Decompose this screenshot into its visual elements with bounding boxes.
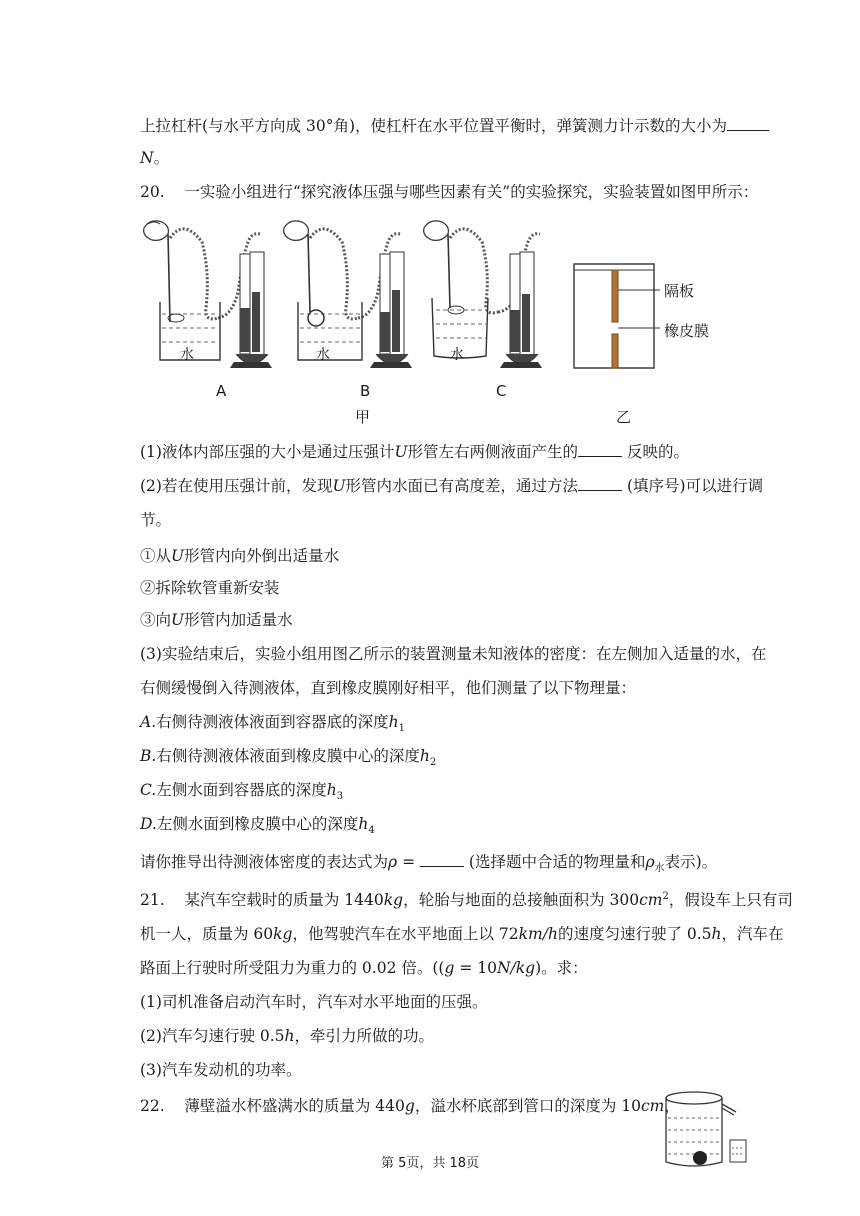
apparatus-a [144, 221, 272, 368]
q20-choice-b: B.右侧待测液体液面到橡皮膜中心的深度$h_2$ [140, 747, 437, 769]
q21-sub2: (2)汽车匀速行驶 0.5h，牵引力所做的功。 [140, 1027, 435, 1045]
answer-blank [727, 130, 769, 131]
experiment-figure [140, 212, 720, 432]
answer-blank [578, 456, 622, 457]
q21-sub1: (1)司机准备启动汽车时，汽车对水平地面的压强。 [140, 993, 488, 1011]
label-water-c: 水 [450, 347, 464, 363]
q22-line1: 22. 薄壁溢水杯盛满水的质量为 440g，溢水杯底部到管口的深度为 10cm， [140, 1097, 680, 1115]
label-yi: 乙 [616, 408, 632, 426]
q21-line3: 路面上行驶时所受阻力为重力的 0.02 倍。((g = 10N/kg)。求： [140, 959, 588, 977]
q20-option-2: ②拆除软管重新安装 [140, 579, 280, 597]
label-membrane: 橡皮膜 [664, 322, 710, 340]
q19-unit-line: N。 [140, 149, 170, 167]
page-footer: 第 5页，共 18页 [380, 1156, 480, 1171]
q20-part2: (2)若在使用压强计前，发现U形管内水面已有高度差，通过方法 (填序号)可以进行调 [140, 477, 764, 495]
q20-option-3: ③向U形管内加适量水 [140, 611, 293, 629]
q20-choice-d: D.左侧水面到橡皮膜中心的深度$h_4$ [140, 815, 375, 837]
q19-continuation: 上拉杠杆(与水平方向成 30°角)，使杠杆在水平位置平衡时，弹簧测力计示数的大小为 [140, 114, 769, 136]
q20-part4: 请你推导出待测液体密度的表达式为ρ = (选择题中合适的物理量和$\rho_水$表示)。 [140, 853, 718, 875]
q20-part1: (1)液体内部压强的大小是通过压强计U形管左右两侧液面产生的 反映的。 [140, 443, 690, 461]
apparatus-b [284, 221, 412, 368]
container-yi [574, 264, 660, 368]
label-b: B [360, 382, 371, 400]
apparatus-c [424, 221, 542, 368]
q21-sub3: (3)汽车发动机的功率。 [140, 1061, 302, 1079]
q20-choice-c: C.左侧水面到容器底的深度$h_3$ [140, 781, 344, 803]
q20-part3-line1: (3)实验结束后，实验小组用图乙所示的装置测量未知液体的密度：在左侧加入适量的水，在 [140, 645, 767, 663]
q20-option-1: ①从U形管内向外倒出适量水 [140, 547, 340, 565]
answer-blank [578, 490, 622, 491]
answer-blank [420, 866, 464, 867]
q21-line2: 机一人，质量为 60kg，他驾驶汽车在水平地面上以 72km/h的速度匀速行驶了 0.5h，汽车在 [140, 925, 784, 943]
label-water-a: 水 [180, 347, 194, 363]
label-partition: 隔板 [664, 282, 695, 300]
q21-line1: 21. 某汽车空载时的质量为 1440kg，轮胎与地面的总接触面积为 $300cm^2$，假设车上只有司 [140, 890, 793, 909]
q20-part3-line2: 右侧缓慢倒入待测液体，直到橡皮膜刚好相平，他们测量了以下物理量： [140, 679, 637, 697]
q20-part2-cont: 节。 [140, 511, 172, 529]
label-a: A [216, 382, 227, 400]
q20-stem: 20. 一实验小组进行“探究液体压强与哪些因素有关”的实验探究，实验装置如图甲所示： [140, 183, 759, 201]
q20-choice-a: A.右侧待测液体液面到容器底的深度$h_1$ [140, 713, 405, 735]
label-jia: 甲 [355, 408, 371, 426]
label-c: C [496, 382, 507, 400]
label-water-b: 水 [316, 347, 330, 363]
